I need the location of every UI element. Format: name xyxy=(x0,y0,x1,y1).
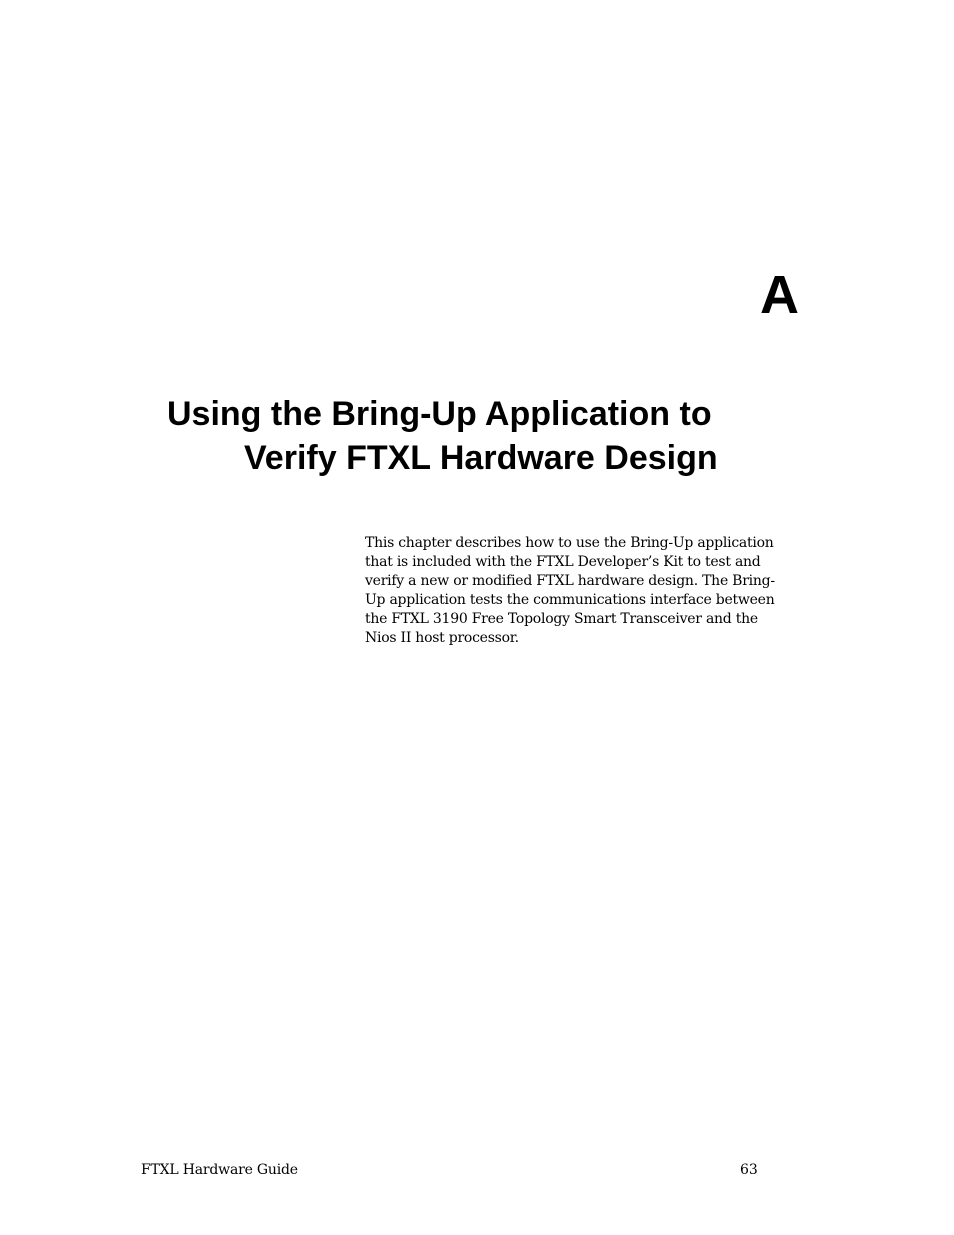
intro-line: Up application tests the communications interface between xyxy=(365,592,775,608)
intro-line: verify a new or modified FTXL hardware design. The Bring- xyxy=(365,573,775,589)
intro-line: Nios II host processor. xyxy=(365,630,519,646)
chapter-intro-paragraph xyxy=(365,534,805,648)
footer-document-title: FTXL Hardware Guide xyxy=(141,1162,298,1178)
chapter-title xyxy=(167,392,807,480)
footer-page-number: 63 xyxy=(740,1162,758,1178)
intro-line: that is included with the FTXL Developer’s Kit to test and xyxy=(365,554,761,570)
chapter-title-line-1: Using the Bring-Up Application to xyxy=(167,395,712,433)
appendix-letter: A xyxy=(760,265,799,325)
intro-line: This chapter describes how to use the Bring-Up application xyxy=(365,535,774,551)
chapter-title-line-2: Verify FTXL Hardware Design xyxy=(244,439,718,477)
intro-line: the FTXL 3190 Free Topology Smart Transceiver and the xyxy=(365,611,758,627)
